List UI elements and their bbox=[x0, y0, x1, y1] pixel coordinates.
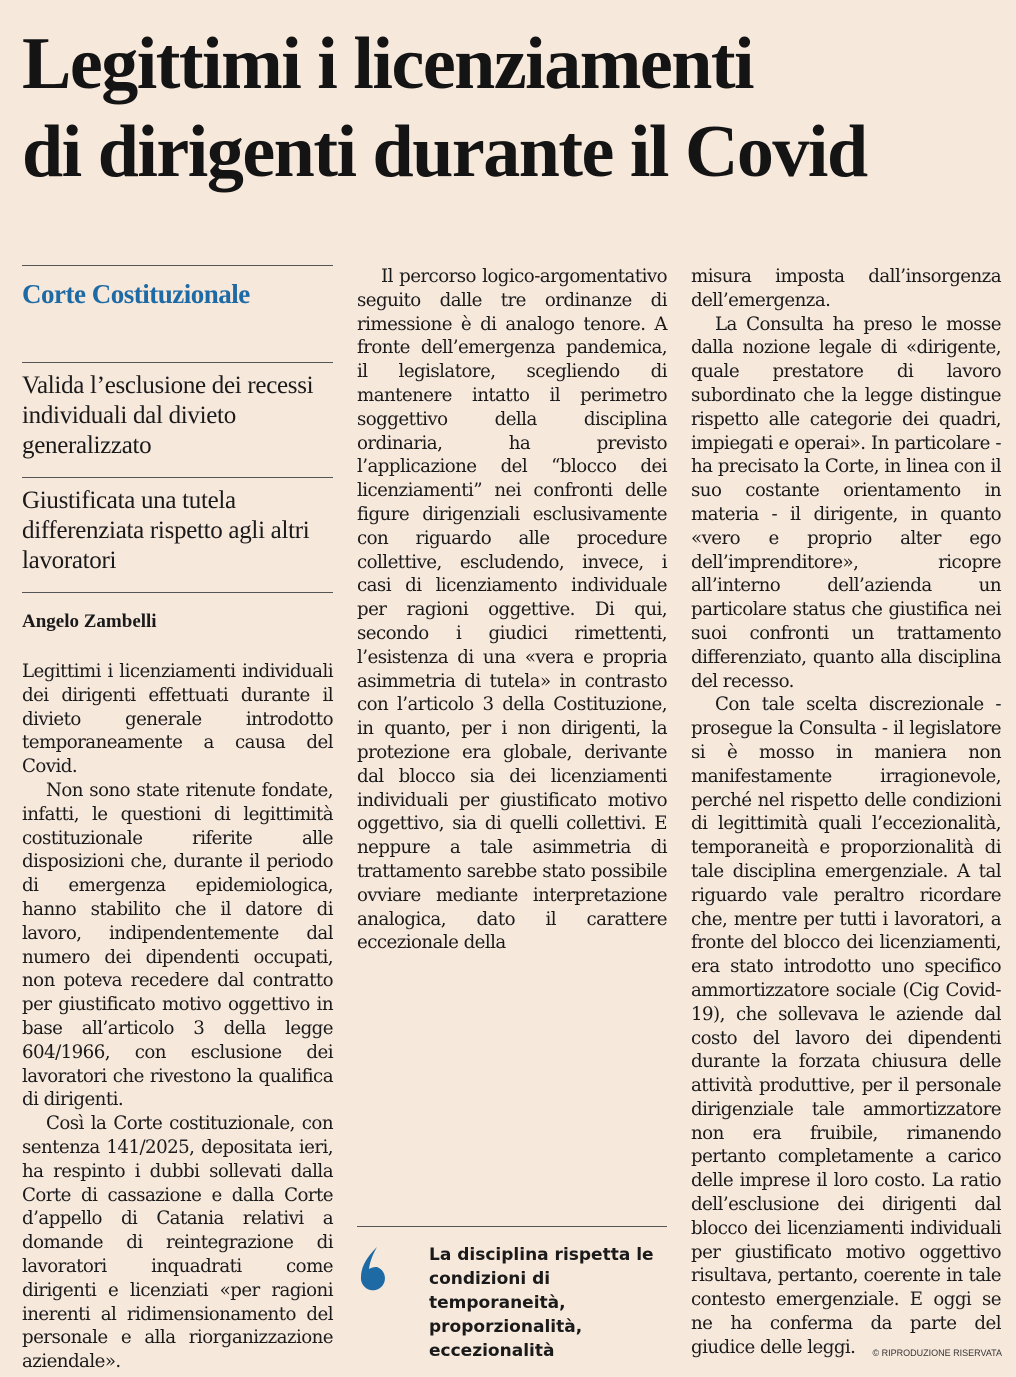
pull-quote-text: La disciplina rispetta le condizioni di temporaneità, proporzionalità, eccezionalità bbox=[429, 1245, 654, 1361]
column-1 bbox=[22, 265, 333, 1374]
headline-line-1: Legittimi i licenziamenti bbox=[22, 23, 754, 105]
pull-quote bbox=[357, 1226, 667, 1363]
section-label: Corte Costituzionale bbox=[22, 279, 250, 309]
paragraph: Il percorso logico-argomentativo seguito dalle tre ordinanze di rimessione è di analogo tenore. A fronte dell’emergenza pandemica, il legislatore, scegliendo di mantenere intatto il perimetro soggettivo della disciplina ordinaria, ha previsto l’applicazione del “blocco dei licenziamenti” nei confronti delle figure dirigenziali esclusivamente con riguardo alle procedure collettive, escludendo, invece, i casi di licenziamento individuale per ragioni oggettive. Di qui, secondo i giudici rimettenti, l’esistenza di una «vera e propria asimmetria di tutela» in contrasto con l’articolo 3 della Costituzione, in quanto, per i non dirigenti, la protezione era globale, derivante dal blocco sia dei licenziamenti individuali per giustificato motivo oggettivo, sia di quelli collettivi. E neppure a tale asimmetria di trattamento sarebbe stato possibile ovviare mediante interpretazione analogica, dato il carattere eccezionale della bbox=[357, 266, 667, 954]
paragraph: Legittimi i licenziamenti individuali dei dirigenti effettuati durante il divieto generale introdotto temporaneamente a causa del Covid. bbox=[22, 661, 333, 778]
column-3 bbox=[691, 265, 1001, 1360]
paragraph: misura imposta dall’insorgenza dell’emergenza. bbox=[691, 266, 1001, 311]
copyright-notice: © RIPRODUZIONE RISERVATA bbox=[872, 1348, 1002, 1358]
headline bbox=[22, 20, 1002, 196]
paragraph: Con tale scelta discrezionale - prosegue la Consulta - il legislatore si è mosso in maniera non manifestamente irragionevole, perché nel rispetto delle condizioni di legittimità quali l’eccezionalità, temporaneità e proporzionalità di tale disciplina emergenziale. A tal riguardo vale peraltro ricordare che, mentre per tutti i lavoratori, a fronte del blocco dei licenziamenti, era stato introdotto uno specifico ammortizzatore sociale (Cig Covid-19), che sollevava le aziende dal costo del lavoro dei dipendenti durante la forzata chiusura delle attività produttive, per il personale dirigenziale tale ammortizzatore non era fruibile, rimanendo pertanto completamente a carico delle imprese il loro costo. La ratio dell’esclusione dei dirigenti dal blocco dei licenziamenti individuali per giustificato motivo oggettivo risultava, pertanto, coerente in tale contesto emergenziale. E oggi se ne ha conferma da parte del giudice delle leggi. bbox=[691, 694, 1001, 1358]
body-column-3 bbox=[691, 265, 1001, 1360]
column-2 bbox=[357, 265, 667, 955]
paragraph: La Consulta ha preso le mosse dalla nozione legale di «dirigente, quale prestatore di lavoro subordinato che la legge distingue rispetto alle categorie dei quadri, impiegati e operai». In particolare - ha precisato la Corte, in linea con il suo costante orientamento in materia - il dirigente, in quanto «vero e proprio alter ego dell’imprenditore», ricopre all’interno dell’azienda un particolare status che giustifica nei suoi confronti un trattamento differenziato, quanto alla disciplina del recesso. bbox=[691, 313, 1001, 692]
author-byline: Angelo Zambelli bbox=[22, 611, 157, 632]
subheading-2: Giustificata una tutela differenziata rispetto agli altri lavoratori bbox=[22, 487, 310, 574]
headline-line-2: di dirigenti durante il Covid bbox=[22, 111, 867, 193]
body-column-2 bbox=[357, 265, 667, 955]
quote-mark-icon bbox=[357, 1245, 389, 1293]
subheading-1: Valida l’esclusione dei recessi individuali dal divieto generalizzato bbox=[22, 372, 314, 459]
body-column-1 bbox=[22, 660, 333, 1374]
paragraph: Così la Corte costituzionale, con sentenza 141/2025, depositata ieri, ha respinto i dubbi sollevati dalla Corte di cassazione e dalla Corte d’appello di Catania relativi a domande di reintegrazione di lavoratori inquadrati come dirigenti e licenziati «per ragioni inerenti al ridimensionamento del personale e alla riorganizzazione aziendale». bbox=[22, 1113, 333, 1373]
paragraph: Non sono state ritenute fondate, infatti, le questioni di legittimità costituzionale riferite alle disposizioni che, durante il periodo di emergenza epidemiologica, hanno stabilito che il datore di lavoro, indipendentemente dal numero dei dipendenti occupati, non poteva recedere dal contratto per giustificato motivo oggettivo in base all’articolo 3 della legge 604/1966, con esclusione dei lavoratori che rivestono la qualifica di dirigenti. bbox=[22, 779, 333, 1111]
